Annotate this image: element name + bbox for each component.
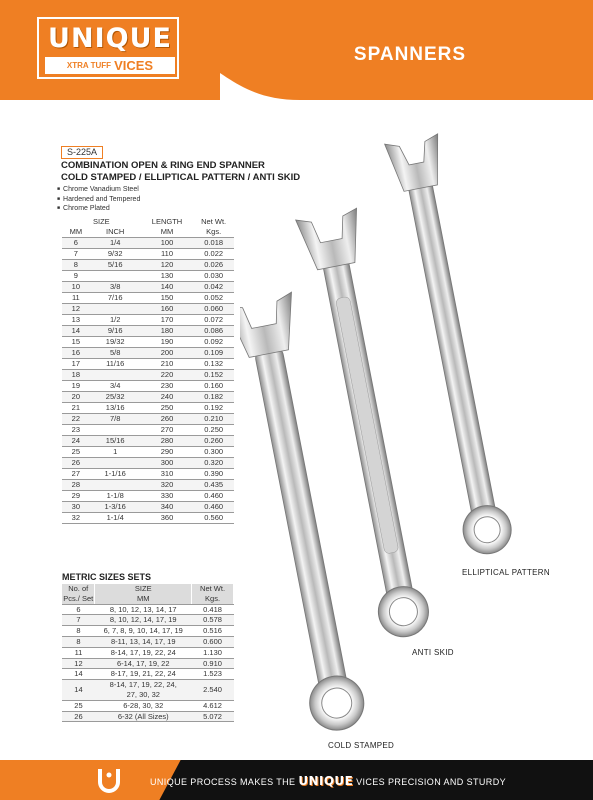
set-row xyxy=(62,700,234,711)
size-mm-cell: 9 xyxy=(62,271,90,282)
size-inch-cell: 1-3/16 xyxy=(90,502,141,513)
weight-cell: 0.260 xyxy=(193,436,234,447)
set-sizes-cell: 8, 10, 12, 14, 17, 19 xyxy=(95,615,192,626)
spec-row xyxy=(62,315,234,326)
size-mm-cell: 7 xyxy=(62,249,90,260)
feature-item: ■ Chrome Vanadium Steel xyxy=(57,185,140,195)
set-sizes-cell: 6-32 (All Sizes) xyxy=(95,711,192,722)
set-weight-cell: 1.130 xyxy=(192,647,234,658)
set-row xyxy=(62,615,234,626)
set-size-header: SIZE MM xyxy=(95,584,192,604)
elliptical-spanner xyxy=(385,134,519,559)
size-mm-cell: 28 xyxy=(62,480,90,491)
set-row xyxy=(62,680,234,701)
brand-logo xyxy=(37,17,179,79)
size-inch-cell: 9/16 xyxy=(90,326,141,337)
spec-row xyxy=(62,491,234,502)
size-inch-cell: 1/2 xyxy=(90,315,141,326)
spec-row xyxy=(62,271,234,282)
size-inch-cell: 7/8 xyxy=(90,414,141,425)
spec-row xyxy=(62,447,234,458)
spec-row xyxy=(62,293,234,304)
set-count-cell: 6 xyxy=(62,604,95,615)
size-mm-cell: 26 xyxy=(62,458,90,469)
weight-cell: 0.026 xyxy=(193,260,234,271)
weight-cell: 0.060 xyxy=(193,304,234,315)
set-row xyxy=(62,647,234,658)
size-header: SIZE xyxy=(93,217,110,226)
product-title-line1: COMBINATION OPEN & RING END SPANNER xyxy=(61,160,265,171)
size-mm-cell: 16 xyxy=(62,348,90,359)
weight-cell: 0.042 xyxy=(193,282,234,293)
brand-u-icon xyxy=(96,766,122,794)
header xyxy=(0,0,593,100)
spec-row xyxy=(62,238,234,249)
length-cell: 110 xyxy=(141,249,194,260)
size-mm-cell: 19 xyxy=(62,381,90,392)
spec-row xyxy=(62,304,234,315)
spec-row xyxy=(62,502,234,513)
set-sizes-cell: 8-11, 13, 14, 17, 19 xyxy=(95,636,192,647)
length-cell: 200 xyxy=(141,348,194,359)
weight-unit-header: Kgs. xyxy=(193,227,234,238)
size-inch-cell: 19/32 xyxy=(90,337,141,348)
weight-cell: 0.300 xyxy=(193,447,234,458)
size-mm-cell: 25 xyxy=(62,447,90,458)
feature-list xyxy=(57,185,140,214)
set-weight-cell: 2.540 xyxy=(192,680,234,701)
set-count-cell: 25 xyxy=(62,700,95,711)
weight-cell: 0.052 xyxy=(193,293,234,304)
length-cell: 320 xyxy=(141,480,194,491)
length-cell: 220 xyxy=(141,370,194,381)
set-row xyxy=(62,626,234,637)
size-mm-cell: 6 xyxy=(62,238,90,249)
caption-elliptical: ELLIPTICAL PATTERN xyxy=(462,568,550,577)
spec-row xyxy=(62,359,234,370)
spec-row xyxy=(62,282,234,293)
set-sizes-cell: 8, 10, 12, 13, 14, 17 xyxy=(95,604,192,615)
weight-cell: 0.460 xyxy=(193,491,234,502)
footer-banner xyxy=(0,760,593,800)
size-mm-cell: 11 xyxy=(62,293,90,304)
set-weight-cell: 0.418 xyxy=(192,604,234,615)
size-mm-cell: 30 xyxy=(62,502,90,513)
set-row xyxy=(62,658,234,669)
count-header: No. of Pcs./ Set xyxy=(63,584,94,603)
weight-cell: 0.132 xyxy=(193,359,234,370)
weight-cell: 0.560 xyxy=(193,513,234,524)
weight-cell: 0.092 xyxy=(193,337,234,348)
size-inch-cell xyxy=(90,458,141,469)
length-cell: 140 xyxy=(141,282,194,293)
weight-cell: 0.109 xyxy=(193,348,234,359)
weight-cell: 0.210 xyxy=(193,414,234,425)
mm-header: MM xyxy=(62,227,90,238)
spec-row xyxy=(62,260,234,271)
spec-row xyxy=(62,480,234,491)
model-code: S-225A xyxy=(61,146,103,159)
length-unit-header: MM xyxy=(141,227,194,238)
set-sizes-cell: 6-28, 30, 32 xyxy=(95,700,192,711)
spec-row xyxy=(62,513,234,524)
size-inch-cell: 11/16 xyxy=(90,359,141,370)
size-inch-cell: 7/16 xyxy=(90,293,141,304)
size-mm-cell: 18 xyxy=(62,370,90,381)
spec-row xyxy=(62,337,234,348)
set-count-cell: 12 xyxy=(62,658,95,669)
size-inch-cell xyxy=(90,370,141,381)
logo-tagline xyxy=(45,57,175,74)
spec-row xyxy=(62,370,234,381)
logo-tagline-small: XTRA TUFF xyxy=(66,61,112,70)
set-weight-cell: 5.072 xyxy=(192,711,234,722)
caption-cold-stamped: COLD STAMPED xyxy=(328,741,395,750)
length-cell: 250 xyxy=(141,403,194,414)
caption-anti-skid: ANTI SKID xyxy=(412,648,454,657)
length-cell: 130 xyxy=(141,271,194,282)
set-count-cell: 8 xyxy=(62,636,95,647)
weight-cell: 0.320 xyxy=(193,458,234,469)
weight-cell: 0.182 xyxy=(193,392,234,403)
set-sizes-cell: 8-14, 17, 19, 22, 24, 27, 30, 32 xyxy=(95,680,192,701)
size-inch-cell: 1-1/8 xyxy=(90,491,141,502)
size-inch-cell: 1 xyxy=(90,447,141,458)
spec-table-body xyxy=(62,238,234,524)
size-inch-cell xyxy=(90,304,141,315)
set-sizes-cell: 8-17, 19, 21, 22, 24 xyxy=(95,669,192,680)
size-inch-cell: 13/16 xyxy=(90,403,141,414)
size-mm-cell: 21 xyxy=(62,403,90,414)
weight-cell: 0.022 xyxy=(193,249,234,260)
spec-row xyxy=(62,458,234,469)
product-title-line2: COLD STAMPED / ELLIPTICAL PATTERN / ANTI SKID xyxy=(61,172,301,183)
size-inch-cell: 9/32 xyxy=(90,249,141,260)
length-cell: 260 xyxy=(141,414,194,425)
set-count-cell: 14 xyxy=(62,680,95,701)
feature-item: ■ Hardened and Tempered xyxy=(57,195,140,205)
set-weight-cell: 1.523 xyxy=(192,669,234,680)
size-inch-cell: 1/4 xyxy=(90,238,141,249)
weight-cell: 0.086 xyxy=(193,326,234,337)
size-mm-cell: 22 xyxy=(62,414,90,425)
inch-header: INCH xyxy=(90,227,141,238)
weight-cell: 0.390 xyxy=(193,469,234,480)
set-sizes-cell: 6, 7, 8, 9, 10, 14, 17, 19 xyxy=(95,626,192,637)
length-cell: 190 xyxy=(141,337,194,348)
footer-text-before: UNIQUE PROCESS MAKES THE xyxy=(150,777,296,787)
size-inch-cell xyxy=(90,425,141,436)
size-inch-cell: 3/8 xyxy=(90,282,141,293)
set-weight-cell: 0.600 xyxy=(192,636,234,647)
length-cell: 120 xyxy=(141,260,194,271)
set-count-cell: 8 xyxy=(62,626,95,637)
spec-row xyxy=(62,403,234,414)
set-row xyxy=(62,711,234,722)
weight-cell: 0.160 xyxy=(193,381,234,392)
length-cell: 160 xyxy=(141,304,194,315)
set-count-cell: 7 xyxy=(62,615,95,626)
spec-table xyxy=(62,217,234,524)
size-mm-cell: 32 xyxy=(62,513,90,524)
set-weight-cell: 0.516 xyxy=(192,626,234,637)
size-inch-cell: 25/32 xyxy=(90,392,141,403)
weight-cell: 0.072 xyxy=(193,315,234,326)
weight-cell: 0.192 xyxy=(193,403,234,414)
spec-row xyxy=(62,326,234,337)
set-row xyxy=(62,669,234,680)
size-mm-cell: 24 xyxy=(62,436,90,447)
set-count-cell: 11 xyxy=(62,647,95,658)
size-inch-cell: 5/16 xyxy=(90,260,141,271)
set-weight-header: Net Wt. Kgs. xyxy=(192,584,234,604)
logo-wordmark: UNIQUE xyxy=(48,23,172,54)
size-mm-cell: 12 xyxy=(62,304,90,315)
set-weight-cell: 4.612 xyxy=(192,700,234,711)
size-inch-cell: 1-1/16 xyxy=(90,469,141,480)
length-cell: 360 xyxy=(141,513,194,524)
set-count-cell: 26 xyxy=(62,711,95,722)
set-sizes-cell: 6-14, 17, 19, 22 xyxy=(95,658,192,669)
spec-row xyxy=(62,249,234,260)
length-cell: 340 xyxy=(141,502,194,513)
set-weight-cell: 0.578 xyxy=(192,615,234,626)
length-cell: 280 xyxy=(141,436,194,447)
set-count-cell: 14 xyxy=(62,669,95,680)
size-mm-cell: 20 xyxy=(62,392,90,403)
footer-brand: UNIQUE xyxy=(298,774,354,788)
length-cell: 230 xyxy=(141,381,194,392)
length-cell: 300 xyxy=(141,458,194,469)
spec-row xyxy=(62,414,234,425)
length-cell: 240 xyxy=(141,392,194,403)
length-cell: 150 xyxy=(141,293,194,304)
set-weight-cell: 0.910 xyxy=(192,658,234,669)
set-row xyxy=(62,636,234,647)
feature-item: ■ Chrome Plated xyxy=(57,204,140,214)
size-mm-cell: 10 xyxy=(62,282,90,293)
weight-cell: 0.460 xyxy=(193,502,234,513)
size-inch-cell xyxy=(90,480,141,491)
length-cell: 330 xyxy=(141,491,194,502)
size-mm-cell: 14 xyxy=(62,326,90,337)
size-mm-cell: 17 xyxy=(62,359,90,370)
length-cell: 180 xyxy=(141,326,194,337)
size-inch-cell xyxy=(90,271,141,282)
length-cell: 100 xyxy=(141,238,194,249)
sets-table-body xyxy=(62,604,234,722)
logo-tagline-strong: VICES xyxy=(114,58,154,73)
length-cell: 290 xyxy=(141,447,194,458)
spec-row xyxy=(62,436,234,447)
spec-row xyxy=(62,392,234,403)
size-inch-cell: 15/16 xyxy=(90,436,141,447)
size-inch-cell: 1-1/4 xyxy=(90,513,141,524)
size-mm-cell: 29 xyxy=(62,491,90,502)
spec-row xyxy=(62,469,234,480)
length-cell: 270 xyxy=(141,425,194,436)
size-mm-cell: 15 xyxy=(62,337,90,348)
length-cell: 170 xyxy=(141,315,194,326)
size-inch-cell: 3/4 xyxy=(90,381,141,392)
size-mm-cell: 23 xyxy=(62,425,90,436)
spec-row xyxy=(62,381,234,392)
weight-cell: 0.030 xyxy=(193,271,234,282)
footer-tagline xyxy=(150,774,506,788)
weight-cell: 0.435 xyxy=(193,480,234,491)
size-mm-cell: 8 xyxy=(62,260,90,271)
page-title: SPANNERS xyxy=(353,44,467,65)
size-mm-cell: 27 xyxy=(62,469,90,480)
size-inch-cell: 5/8 xyxy=(90,348,141,359)
weight-header: Net Wt. xyxy=(201,217,227,226)
weight-cell: 0.018 xyxy=(193,238,234,249)
spanner-illustrations xyxy=(240,115,593,765)
spec-row xyxy=(62,348,234,359)
spec-row xyxy=(62,425,234,436)
set-row xyxy=(62,604,234,615)
length-cell: 310 xyxy=(141,469,194,480)
weight-cell: 0.152 xyxy=(193,370,234,381)
length-header: LENGTH xyxy=(151,217,183,226)
length-cell: 210 xyxy=(141,359,194,370)
sets-title: METRIC SIZES SETS xyxy=(62,572,152,582)
footer-text-after: VICES PRECISION AND STURDY xyxy=(356,777,507,787)
set-sizes-cell: 8-14, 17, 19, 22, 24 xyxy=(95,647,192,658)
sets-table xyxy=(62,584,234,722)
size-mm-cell: 13 xyxy=(62,315,90,326)
weight-cell: 0.250 xyxy=(193,425,234,436)
